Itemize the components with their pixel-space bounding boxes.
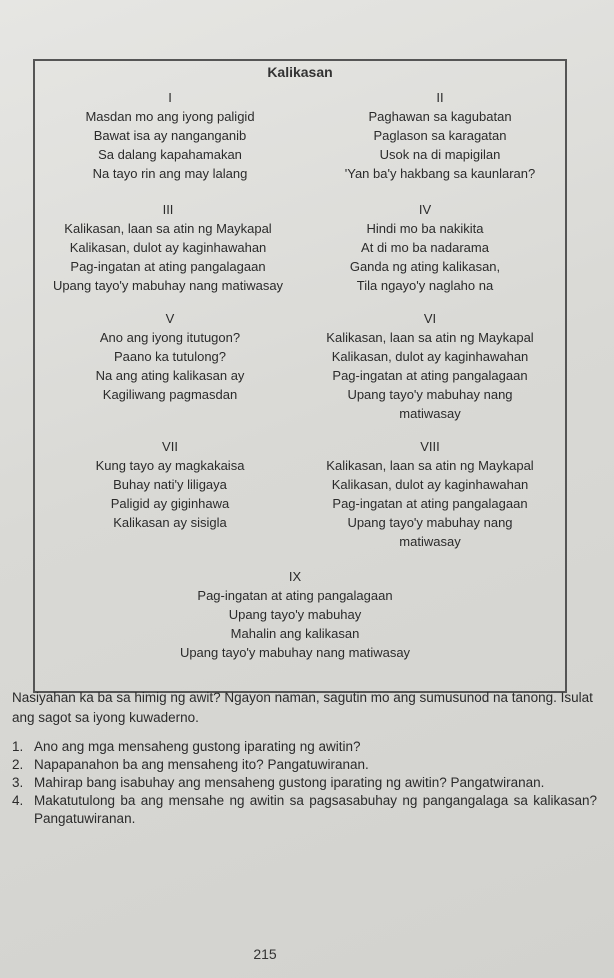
stanza-line: Upang tayo'y mabuhay nang matiwasay bbox=[179, 645, 411, 660]
stanza-line: At di mo ba nadarama bbox=[361, 240, 489, 255]
stanza-line: Buhay nati'y liligaya bbox=[113, 477, 227, 492]
stanza-line: Na ang ating kalikasan ay bbox=[95, 368, 245, 383]
stanza-line: Tila ngayo'y naglaho na bbox=[356, 278, 494, 293]
question-item bbox=[12, 792, 597, 828]
stanza-4 bbox=[325, 200, 525, 295]
instructions: Nasiyahan ka ba sa himig ng awit? Ngayon naman, sagutin mo ang sumusunod na tanong. Isulat ang sagot sa iyong kuwaderno. bbox=[12, 690, 593, 725]
stanza-line: Ganda ng ating kalikasan, bbox=[349, 259, 501, 274]
stanza-9 bbox=[145, 567, 445, 662]
stanza-number: VII bbox=[162, 439, 178, 454]
stanza-line: Bawat isa ay nanganganib bbox=[93, 128, 247, 143]
stanza-line: matiwasay bbox=[399, 534, 461, 549]
stanza-number: II bbox=[436, 90, 444, 105]
stanza-line: Pag-ingatan at ating pangalagaan bbox=[197, 588, 393, 603]
stanza-line: Sa dalang kapahamakan bbox=[98, 147, 242, 162]
poem-box bbox=[33, 59, 567, 693]
stanza-line: Ano ang iyong itutugon? bbox=[99, 330, 241, 345]
stanza-line: Upang tayo'y mabuhay bbox=[228, 607, 362, 622]
stanza-line: Upang tayo'y mabuhay nang bbox=[347, 387, 513, 402]
question-number: 3. bbox=[12, 775, 24, 790]
question-text: Mahirap bang isabuhay ang mensaheng gustong iparating ng awitin? Pangatwiranan. bbox=[34, 775, 545, 790]
question-number: 1. bbox=[12, 739, 24, 754]
question-item bbox=[12, 738, 597, 756]
question-number: 4. bbox=[12, 793, 24, 808]
stanza-1 bbox=[65, 88, 275, 183]
stanza-line: Kalikasan, laan sa atin ng Maykapal bbox=[64, 221, 272, 236]
question-item bbox=[12, 756, 597, 774]
stanza-line: Paglason sa karagatan bbox=[373, 128, 507, 143]
stanza-line: Kalikasan ay sisigla bbox=[113, 515, 227, 530]
stanza-number: VI bbox=[423, 311, 437, 326]
stanza-line: Mahalin ang kalikasan bbox=[230, 626, 360, 641]
page-number: 215 bbox=[253, 946, 277, 962]
question-item bbox=[12, 774, 597, 792]
stanza-line: matiwasay bbox=[399, 406, 461, 421]
stanza-line: Kalikasan, dulot ay kaginhawahan bbox=[69, 240, 267, 255]
stanza-line: Pag-ingatan at ating pangalagaan bbox=[332, 496, 528, 511]
stanza-number: III bbox=[162, 202, 174, 217]
stanza-8 bbox=[305, 437, 555, 551]
stanza-line: Kung tayo ay magkakaisa bbox=[95, 458, 245, 473]
stanza-line: Paano ka tutulong? bbox=[113, 349, 227, 364]
question-list bbox=[12, 738, 597, 828]
stanza-line: Pag-ingatan at ating pangalagaan bbox=[70, 259, 266, 274]
stanza-line: Pag-ingatan at ating pangalagaan bbox=[332, 368, 528, 383]
stanza-line: Na tayo rin ang may lalang bbox=[92, 166, 248, 181]
stanza-number: IV bbox=[418, 202, 432, 217]
stanza-number: VIII bbox=[420, 439, 440, 454]
stanza-line: Kalikasan, laan sa atin ng Maykapal bbox=[326, 458, 534, 473]
stanza-line: Kalikasan, dulot ay kaginhawahan bbox=[331, 349, 529, 364]
stanza-line: Upang tayo'y mabuhay nang bbox=[347, 515, 513, 530]
question-text: Ano ang mga mensaheng gustong iparating ng awitin? bbox=[34, 739, 361, 754]
stanza-line: Hindi mo ba nakikita bbox=[366, 221, 484, 236]
stanza-line: Paligid ay giginhawa bbox=[110, 496, 230, 511]
stanza-number: V bbox=[165, 311, 175, 326]
poem-title: Kalikasan bbox=[267, 64, 333, 80]
stanza-5 bbox=[70, 309, 270, 404]
stanza-number: I bbox=[168, 90, 172, 105]
question-text: Makatutulong ba ang mensahe ng awitin sa pagsasabuhay ng pangangalaga sa kalikasan? Pangatuwiranan. bbox=[34, 793, 597, 826]
stanza-line: Kagiliwang pagmasdan bbox=[102, 387, 238, 402]
stanza-line: Upang tayo'y mabuhay nang matiwasay bbox=[52, 278, 284, 293]
stanza-3 bbox=[37, 200, 299, 295]
stanza-2 bbox=[320, 88, 560, 183]
question-text: Napapanahon ba ang mensaheng ito? Pangatuwiranan. bbox=[34, 757, 369, 772]
stanza-line: Kalikasan, dulot ay kaginhawahan bbox=[331, 477, 529, 492]
stanza-line: Masdan mo ang iyong paligid bbox=[85, 109, 255, 124]
stanza-7 bbox=[70, 437, 270, 532]
stanza-number: IX bbox=[288, 569, 302, 584]
stanza-6 bbox=[305, 309, 555, 423]
question-number: 2. bbox=[12, 757, 24, 772]
stanza-line: Paghawan sa kagubatan bbox=[368, 109, 512, 124]
stanza-line: 'Yan ba'y hakbang sa kaunlaran? bbox=[344, 166, 536, 181]
stanza-line: Kalikasan, laan sa atin ng Maykapal bbox=[326, 330, 534, 345]
stanza-line: Usok na di mapigilan bbox=[379, 147, 501, 162]
